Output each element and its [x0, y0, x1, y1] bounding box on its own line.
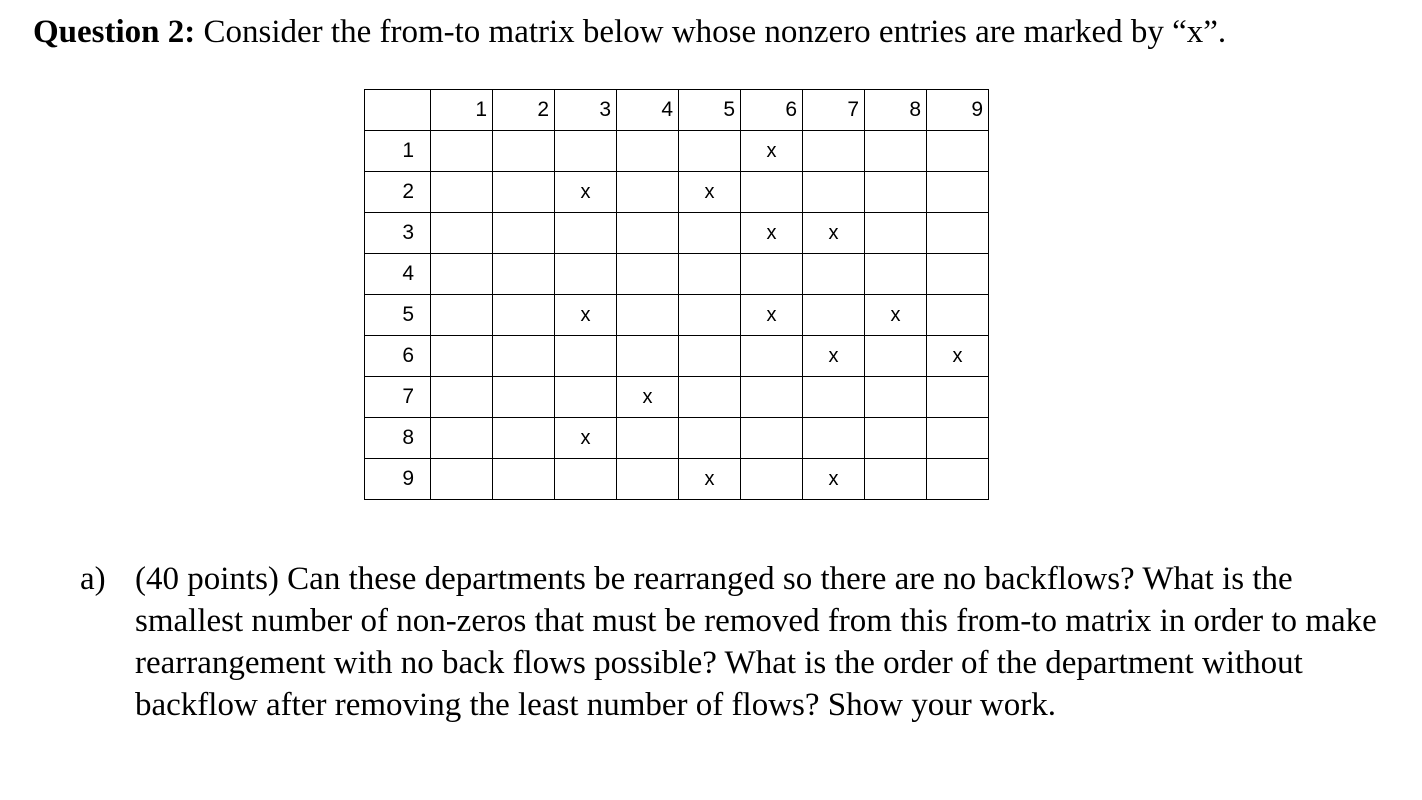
matrix-row	[365, 336, 989, 377]
matrix-cell	[431, 418, 493, 459]
matrix-cell	[555, 213, 617, 254]
matrix-cell	[679, 336, 741, 377]
matrix-cell	[679, 295, 741, 336]
matrix-cell	[927, 213, 989, 254]
matrix-cell	[431, 336, 493, 377]
row-header: 9	[365, 459, 431, 500]
from-to-matrix	[364, 89, 989, 500]
matrix-cell	[865, 377, 927, 418]
matrix-cell	[555, 459, 617, 500]
row-header: 4	[365, 254, 431, 295]
matrix-cell	[617, 336, 679, 377]
matrix-cell-nonzero: x	[555, 418, 617, 459]
matrix-cell	[741, 336, 803, 377]
matrix-cell	[617, 172, 679, 213]
matrix-cell	[431, 295, 493, 336]
column-header: 4	[617, 90, 679, 131]
matrix-cell-nonzero: x	[927, 336, 989, 377]
question-text: Consider the from-to matrix below whose nonzero entries are marked by “x”.	[195, 14, 1227, 50]
question-heading	[33, 10, 1226, 54]
matrix-cell	[431, 131, 493, 172]
part-a-label: a)	[80, 561, 106, 597]
matrix-cell	[803, 295, 865, 336]
row-header: 1	[365, 131, 431, 172]
matrix-cell	[493, 213, 555, 254]
column-header: 8	[865, 90, 927, 131]
matrix-cell	[927, 295, 989, 336]
column-header: 7	[803, 90, 865, 131]
matrix-cell	[927, 254, 989, 295]
matrix-cell-nonzero: x	[679, 459, 741, 500]
matrix-row	[365, 418, 989, 459]
matrix-cell	[865, 131, 927, 172]
matrix-cell	[493, 131, 555, 172]
matrix-cell-nonzero: x	[803, 336, 865, 377]
matrix-cell-nonzero: x	[679, 172, 741, 213]
matrix-cell	[803, 377, 865, 418]
matrix-row	[365, 213, 989, 254]
matrix-cell	[927, 377, 989, 418]
row-header: 2	[365, 172, 431, 213]
matrix-cell	[679, 213, 741, 254]
matrix-cell	[679, 254, 741, 295]
matrix-cell	[865, 459, 927, 500]
matrix-cell	[679, 418, 741, 459]
matrix-cell	[493, 172, 555, 213]
matrix-corner-cell	[365, 90, 431, 131]
row-header: 8	[365, 418, 431, 459]
matrix-cell-nonzero: x	[617, 377, 679, 418]
matrix-row	[365, 172, 989, 213]
matrix-cell	[493, 336, 555, 377]
matrix-cell	[741, 254, 803, 295]
matrix-cell	[431, 172, 493, 213]
matrix-cell	[431, 213, 493, 254]
matrix-cell	[927, 418, 989, 459]
column-header: 1	[431, 90, 493, 131]
matrix-cell	[741, 172, 803, 213]
matrix-cell-nonzero: x	[741, 131, 803, 172]
matrix-row	[365, 254, 989, 295]
matrix-cell	[741, 377, 803, 418]
matrix-cell-nonzero: x	[803, 459, 865, 500]
matrix-cell	[865, 213, 927, 254]
matrix-cell	[431, 459, 493, 500]
matrix-cell	[865, 254, 927, 295]
matrix-cell	[927, 459, 989, 500]
matrix-cell	[493, 459, 555, 500]
matrix-cell-nonzero: x	[555, 295, 617, 336]
matrix-cell	[741, 418, 803, 459]
matrix-cell	[617, 213, 679, 254]
matrix-cell	[617, 254, 679, 295]
matrix-cell	[493, 254, 555, 295]
matrix-cell	[555, 336, 617, 377]
matrix-cell-nonzero: x	[803, 213, 865, 254]
column-header: 9	[927, 90, 989, 131]
matrix-cell	[617, 418, 679, 459]
matrix-row	[365, 295, 989, 336]
column-header: 6	[741, 90, 803, 131]
matrix-cell	[617, 131, 679, 172]
column-header: 2	[493, 90, 555, 131]
matrix-cell	[865, 336, 927, 377]
matrix-cell	[617, 295, 679, 336]
matrix-row	[365, 459, 989, 500]
matrix-cell	[865, 418, 927, 459]
matrix-cell	[431, 377, 493, 418]
matrix-cell	[927, 172, 989, 213]
column-header: 5	[679, 90, 741, 131]
matrix-cell-nonzero: x	[741, 295, 803, 336]
matrix-cell	[431, 254, 493, 295]
row-header: 3	[365, 213, 431, 254]
matrix-header-row	[365, 90, 989, 131]
matrix-cell	[803, 418, 865, 459]
column-header: 3	[555, 90, 617, 131]
matrix-cell	[679, 131, 741, 172]
matrix-cell	[555, 254, 617, 295]
row-header: 6	[365, 336, 431, 377]
matrix-cell	[493, 295, 555, 336]
matrix-cell	[679, 377, 741, 418]
matrix-cell	[617, 459, 679, 500]
matrix-cell	[555, 131, 617, 172]
matrix-cell	[493, 377, 555, 418]
matrix-cell	[865, 172, 927, 213]
matrix-cell-nonzero: x	[741, 213, 803, 254]
row-header: 5	[365, 295, 431, 336]
matrix-cell	[741, 459, 803, 500]
matrix-cell-nonzero: x	[555, 172, 617, 213]
matrix-cell	[803, 254, 865, 295]
matrix-cell	[927, 131, 989, 172]
question-label: Question 2:	[33, 14, 196, 50]
matrix-cell	[493, 418, 555, 459]
matrix-cell	[555, 377, 617, 418]
matrix-row	[365, 131, 989, 172]
part-a	[80, 558, 1380, 726]
matrix-row	[365, 377, 989, 418]
part-a-text: (40 points) Can these departments be rearranged so there are no backflows? What is the smallest number of non-zeros that must be removed from this from-to matrix in order to make rearrangement with no back flows possible? What is the order of the department without backflow after removing the least number of flows? Show your work.	[135, 561, 1377, 723]
matrix-cell	[803, 172, 865, 213]
row-header: 7	[365, 377, 431, 418]
matrix-cell	[803, 131, 865, 172]
matrix-cell-nonzero: x	[865, 295, 927, 336]
